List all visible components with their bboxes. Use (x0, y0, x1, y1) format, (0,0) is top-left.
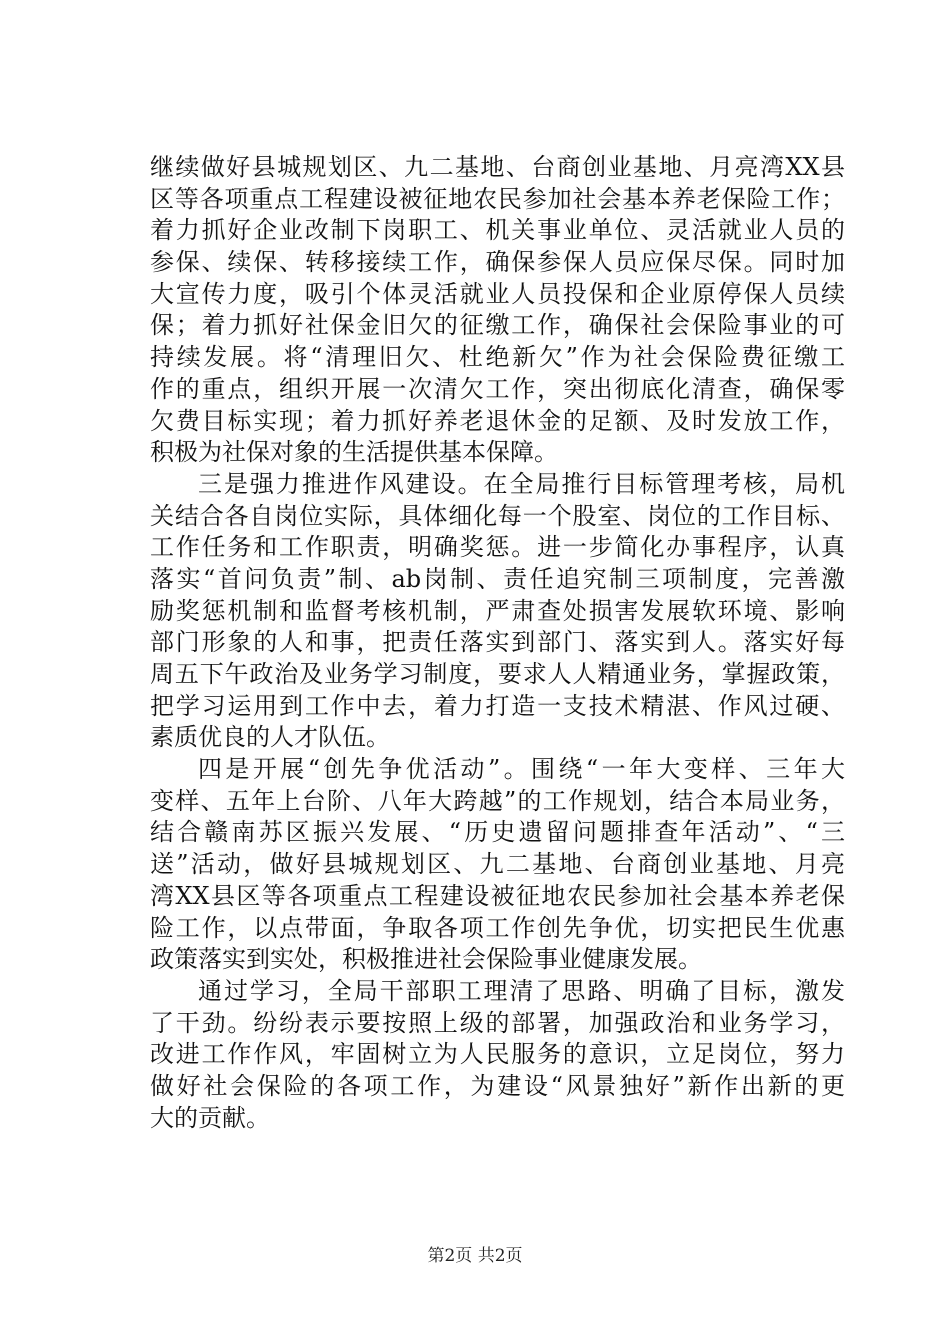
text-line: 通过学习，全局干部职工理清了思路、明确了目标，激发 (198, 976, 845, 1005)
text-line: 把学习运用到工作中去，着力打造一支技术精湛、作风过硬、 (150, 691, 845, 720)
text-line: 欠费目标实现；着力抓好养老退休金的足额、及时发放工作， (150, 406, 845, 435)
text-line: 励奖惩机制和监督考核机制，严肃查处损害发展软环境、影响 (150, 596, 845, 625)
text-line: 落实“首问负责”制、ab岗制、责任追究制三项制度，完善激 (150, 564, 845, 593)
text-line: 结合赣南苏区振兴发展、“历史遗留问题排查年活动”、“三 (150, 818, 845, 847)
text-line: 保；着力抓好社保金旧欠的征缴工作，确保社会保险事业的可 (150, 311, 845, 340)
text-line: 大宣传力度，吸引个体灵活就业人员投保和企业原停保人员续 (150, 279, 845, 308)
text-line: 大的贡献。 (150, 1103, 270, 1132)
text-line: 做好社会保险的各项工作，为建设“风景独好”新作出新的更 (150, 1071, 845, 1100)
text-line: 了干劲。纷纷表示要按照上级的部署，加强政治和业务学习， (150, 1008, 845, 1037)
text-line: 继续做好县城规划区、九二基地、台商创业基地、月亮湾XX县 (150, 153, 845, 181)
page-footer: 第2页 共2页 (427, 1246, 523, 1266)
text-line: 部门形象的人和事，把责任落实到部门、落实到人。落实好每 (150, 628, 845, 657)
text-line: 持续发展。将“清理旧欠、杜绝新欠”作为社会保险费征缴工 (150, 343, 845, 372)
text-line: 着力抓好企业改制下岗职工、机关事业单位、灵活就业人员的 (150, 216, 845, 245)
text-line: 关结合各自岗位实际，具体细化每一个股室、岗位的工作目标、 (150, 501, 845, 530)
document-body (150, 152, 845, 1134)
text-line: 政策落实到实处，积极推进社会保险事业健康发展。 (150, 945, 702, 974)
text-line: 作的重点，组织开展一次清欠工作，突出彻底化清查，确保零 (150, 374, 845, 403)
text-line: 参保、续保、转移接续工作，确保参保人员应保尽保。同时加 (150, 248, 845, 277)
text-line: 变样、五年上台阶、八年大跨越”的工作规划，结合本局业务， (150, 786, 845, 815)
text-line: 区等各项重点工程建设被征地农民参加社会基本养老保险工作； (150, 184, 845, 213)
text-line: 积极为社保对象的生活提供基本保障。 (150, 438, 558, 467)
text-line: 素质优良的人才队伍。 (150, 723, 390, 752)
text-line: 险工作，以点带面，争取各项工作创先争优，切实把民生优惠 (150, 913, 845, 942)
text-line: 四是开展“创先争优活动”。围绕“一年大变样、三年大 (198, 755, 845, 784)
text-line: 湾XX县区等各项重点工程建设被征地农民参加社会基本养老保 (150, 881, 845, 910)
text-line: 周五下午政治及业务学习制度，要求人人精通业务，掌握政策， (150, 660, 845, 688)
text-line: 送”活动，做好县城规划区、九二基地、台商创业基地、月亮 (150, 850, 845, 879)
text-line: 工作任务和工作职责，明确奖惩。进一步简化办事程序，认真 (150, 533, 845, 562)
text-line: 改进工作作风，牢固树立为人民服务的意识，立足岗位，努力 (150, 1040, 845, 1069)
text-line: 三是强力推进作风建设。在全局推行目标管理考核，局机 (198, 469, 845, 498)
